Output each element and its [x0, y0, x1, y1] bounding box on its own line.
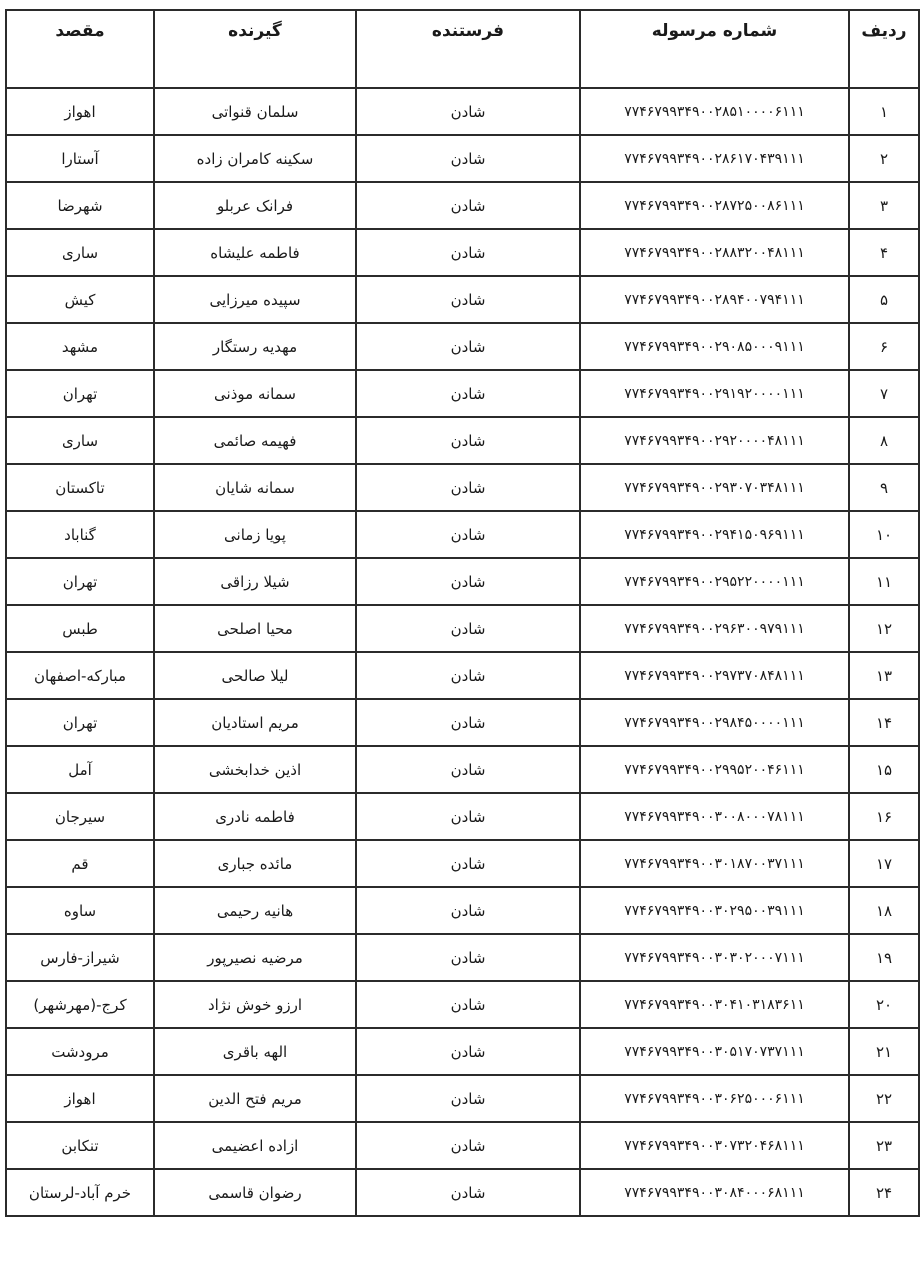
tracking-number-cell: ۷۷۴۶۷۹۹۳۴۹۰۰۲۹۴۱۵۰۹۶۹۱۱۱	[580, 511, 849, 558]
table-row	[6, 840, 919, 887]
row-number-cell: ۲۳	[849, 1122, 919, 1169]
row-number-cell: ۲۰	[849, 981, 919, 1028]
sender-cell: شادن	[356, 1075, 580, 1122]
row-number-cell: ۱۵	[849, 746, 919, 793]
receiver-cell: شیلا رزاقی	[154, 558, 356, 605]
tracking-number-cell: ۷۷۴۶۷۹۹۳۴۹۰۰۲۸۵۱۰۰۰۰۶۱۱۱	[580, 88, 849, 135]
row-number-cell: ۷	[849, 370, 919, 417]
sender-cell: شادن	[356, 135, 580, 182]
destination-cell: شهرضا	[6, 182, 154, 229]
tracking-number-cell: ۷۷۴۶۷۹۹۳۴۹۰۰۲۹۶۳۰۰۹۷۹۱۱۱	[580, 605, 849, 652]
table-row	[6, 1169, 919, 1216]
row-number-cell: ۱۸	[849, 887, 919, 934]
sender-cell: شادن	[356, 887, 580, 934]
destination-cell: سیرجان	[6, 793, 154, 840]
receiver-cell: فاطمه نادری	[154, 793, 356, 840]
row-number-cell: ۵	[849, 276, 919, 323]
destination-cell: اهواز	[6, 1075, 154, 1122]
sender-cell: شادن	[356, 605, 580, 652]
destination-cell: آستارا	[6, 135, 154, 182]
receiver-cell: پویا زمانی	[154, 511, 356, 558]
table-row	[6, 1075, 919, 1122]
destination-cell: تهران	[6, 699, 154, 746]
row-number-cell: ۱۲	[849, 605, 919, 652]
tracking-number-cell: ۷۷۴۶۷۹۹۳۴۹۰۰۳۰۳۰۲۰۰۰۷۱۱۱	[580, 934, 849, 981]
tracking-number-cell: ۷۷۴۶۷۹۹۳۴۹۰۰۳۰۴۱۰۳۱۸۳۶۱۱	[580, 981, 849, 1028]
destination-cell: تهران	[6, 370, 154, 417]
row-number-cell: ۱۹	[849, 934, 919, 981]
table-row	[6, 370, 919, 417]
receiver-cell: مریم فتح الدین	[154, 1075, 356, 1122]
row-number-cell: ۴	[849, 229, 919, 276]
sender-cell: شادن	[356, 981, 580, 1028]
destination-cell: قم	[6, 840, 154, 887]
table-row	[6, 229, 919, 276]
row-number-cell: ۲	[849, 135, 919, 182]
table-row	[6, 934, 919, 981]
table-row	[6, 605, 919, 652]
header-row-number: ردیف	[849, 10, 919, 88]
sender-cell: شادن	[356, 1122, 580, 1169]
receiver-cell: مائده جباری	[154, 840, 356, 887]
row-number-cell: ۲۲	[849, 1075, 919, 1122]
sender-cell: شادن	[356, 558, 580, 605]
receiver-cell: سمانه شایان	[154, 464, 356, 511]
destination-cell: تنکابن	[6, 1122, 154, 1169]
tracking-number-cell: ۷۷۴۶۷۹۹۳۴۹۰۰۳۰۱۸۷۰۰۳۷۱۱۱	[580, 840, 849, 887]
table-row	[6, 511, 919, 558]
tracking-number-cell: ۷۷۴۶۷۹۹۳۴۹۰۰۳۰۰۸۰۰۰۷۸۱۱۱	[580, 793, 849, 840]
row-number-cell: ۱۱	[849, 558, 919, 605]
header-tracking-number: شماره مرسوله	[580, 10, 849, 88]
receiver-cell: الهه باقری	[154, 1028, 356, 1075]
sender-cell: شادن	[356, 793, 580, 840]
tracking-number-cell: ۷۷۴۶۷۹۹۳۴۹۰۰۳۰۲۹۵۰۰۳۹۱۱۱	[580, 887, 849, 934]
table-header	[6, 10, 919, 88]
sender-cell: شادن	[356, 417, 580, 464]
tracking-number-cell: ۷۷۴۶۷۹۹۳۴۹۰۰۲۹۰۸۵۰۰۰۹۱۱۱	[580, 323, 849, 370]
table-row	[6, 417, 919, 464]
row-number-cell: ۱۶	[849, 793, 919, 840]
row-number-cell: ۱	[849, 88, 919, 135]
receiver-cell: مهدیه رستگار	[154, 323, 356, 370]
receiver-cell: ازاده اعضیمی	[154, 1122, 356, 1169]
sender-cell: شادن	[356, 182, 580, 229]
tracking-number-cell: ۷۷۴۶۷۹۹۳۴۹۰۰۲۹۲۰۰۰۰۴۸۱۱۱	[580, 417, 849, 464]
row-number-cell: ۱۳	[849, 652, 919, 699]
table-row	[6, 699, 919, 746]
table-row	[6, 1122, 919, 1169]
destination-cell: ساری	[6, 417, 154, 464]
tracking-number-cell: ۷۷۴۶۷۹۹۳۴۹۰۰۲۹۳۰۷۰۳۴۸۱۱۱	[580, 464, 849, 511]
sender-cell: شادن	[356, 511, 580, 558]
shipments-table	[5, 9, 920, 1217]
row-number-cell: ۲۴	[849, 1169, 919, 1216]
receiver-cell: فاطمه علیشاه	[154, 229, 356, 276]
row-number-cell: ۲۱	[849, 1028, 919, 1075]
tracking-number-cell: ۷۷۴۶۷۹۹۳۴۹۰۰۲۹۸۴۵۰۰۰۰۱۱۱	[580, 699, 849, 746]
sender-cell: شادن	[356, 746, 580, 793]
tracking-number-cell: ۷۷۴۶۷۹۹۳۴۹۰۰۳۰۷۳۲۰۴۶۸۱۱۱	[580, 1122, 849, 1169]
receiver-cell: ارزو خوش نژاد	[154, 981, 356, 1028]
destination-cell: مشهد	[6, 323, 154, 370]
sender-cell: شادن	[356, 652, 580, 699]
destination-cell: کیش	[6, 276, 154, 323]
sender-cell: شادن	[356, 840, 580, 887]
sender-cell: شادن	[356, 323, 580, 370]
row-number-cell: ۸	[849, 417, 919, 464]
receiver-cell: سمانه موذنی	[154, 370, 356, 417]
table-row	[6, 135, 919, 182]
row-number-cell: ۱۰	[849, 511, 919, 558]
table-row	[6, 558, 919, 605]
receiver-cell: فهیمه صائمی	[154, 417, 356, 464]
destination-cell: تهران	[6, 558, 154, 605]
destination-cell: کرج-(مهرشهر)	[6, 981, 154, 1028]
receiver-cell: سپیده میرزایی	[154, 276, 356, 323]
tracking-number-cell: ۷۷۴۶۷۹۹۳۴۹۰۰۳۰۵۱۷۰۷۳۷۱۱۱	[580, 1028, 849, 1075]
sender-cell: شادن	[356, 464, 580, 511]
sender-cell: شادن	[356, 370, 580, 417]
tracking-number-cell: ۷۷۴۶۷۹۹۳۴۹۰۰۲۹۹۵۲۰۰۴۶۱۱۱	[580, 746, 849, 793]
tracking-number-cell: ۷۷۴۶۷۹۹۳۴۹۰۰۲۹۷۳۷۰۸۴۸۱۱۱	[580, 652, 849, 699]
tracking-number-cell: ۷۷۴۶۷۹۹۳۴۹۰۰۲۹۱۹۲۰۰۰۰۱۱۱	[580, 370, 849, 417]
table-row	[6, 276, 919, 323]
header-row	[6, 10, 919, 88]
header-destination: مقصد	[6, 10, 154, 88]
tracking-number-cell: ۷۷۴۶۷۹۹۳۴۹۰۰۲۹۵۲۲۰۰۰۰۱۱۱	[580, 558, 849, 605]
receiver-cell: مرضیه نصیرپور	[154, 934, 356, 981]
shipment-list-sheet	[5, 9, 918, 1277]
table-row	[6, 652, 919, 699]
receiver-cell: رضوان قاسمی	[154, 1169, 356, 1216]
row-number-cell: ۱۷	[849, 840, 919, 887]
destination-cell: شیراز-فارس	[6, 934, 154, 981]
destination-cell: گناباد	[6, 511, 154, 558]
sender-cell: شادن	[356, 88, 580, 135]
receiver-cell: فرانک عربلو	[154, 182, 356, 229]
table-row	[6, 746, 919, 793]
tracking-number-cell: ۷۷۴۶۷۹۹۳۴۹۰۰۲۸۶۱۷۰۴۳۹۱۱۱	[580, 135, 849, 182]
row-number-cell: ۳	[849, 182, 919, 229]
destination-cell: اهواز	[6, 88, 154, 135]
destination-cell: آمل	[6, 746, 154, 793]
table-body	[6, 88, 919, 1216]
sender-cell: شادن	[356, 229, 580, 276]
receiver-cell: هانیه رحیمی	[154, 887, 356, 934]
receiver-cell: سکینه کامران زاده	[154, 135, 356, 182]
tracking-number-cell: ۷۷۴۶۷۹۹۳۴۹۰۰۲۸۹۴۰۰۷۹۴۱۱۱	[580, 276, 849, 323]
row-number-cell: ۹	[849, 464, 919, 511]
tracking-number-cell: ۷۷۴۶۷۹۹۳۴۹۰۰۲۸۷۲۵۰۰۸۶۱۱۱	[580, 182, 849, 229]
destination-cell: تاکستان	[6, 464, 154, 511]
header-sender: فرستنده	[356, 10, 580, 88]
destination-cell: خرم آباد-لرستان	[6, 1169, 154, 1216]
receiver-cell: لیلا صالحی	[154, 652, 356, 699]
receiver-cell: مریم استادیان	[154, 699, 356, 746]
destination-cell: طبس	[6, 605, 154, 652]
tracking-number-cell: ۷۷۴۶۷۹۹۳۴۹۰۰۳۰۸۴۰۰۰۶۸۱۱۱	[580, 1169, 849, 1216]
destination-cell: ساری	[6, 229, 154, 276]
tracking-number-cell: ۷۷۴۶۷۹۹۳۴۹۰۰۳۰۶۲۵۰۰۰۶۱۱۱	[580, 1075, 849, 1122]
table-row	[6, 323, 919, 370]
table-row	[6, 887, 919, 934]
row-number-cell: ۶	[849, 323, 919, 370]
table-row	[6, 88, 919, 135]
sender-cell: شادن	[356, 1169, 580, 1216]
table-row	[6, 981, 919, 1028]
sender-cell: شادن	[356, 699, 580, 746]
table-row	[6, 464, 919, 511]
destination-cell: مرودشت	[6, 1028, 154, 1075]
header-receiver: گیرنده	[154, 10, 356, 88]
receiver-cell: محیا اصلحی	[154, 605, 356, 652]
table-row	[6, 793, 919, 840]
table-row	[6, 1028, 919, 1075]
sender-cell: شادن	[356, 276, 580, 323]
sender-cell: شادن	[356, 934, 580, 981]
receiver-cell: اذین خدابخشی	[154, 746, 356, 793]
row-number-cell: ۱۴	[849, 699, 919, 746]
table-row	[6, 182, 919, 229]
receiver-cell: سلمان قنواتی	[154, 88, 356, 135]
sender-cell: شادن	[356, 1028, 580, 1075]
destination-cell: مبارکه-اصفهان	[6, 652, 154, 699]
tracking-number-cell: ۷۷۴۶۷۹۹۳۴۹۰۰۲۸۸۳۲۰۰۴۸۱۱۱	[580, 229, 849, 276]
destination-cell: ساوه	[6, 887, 154, 934]
